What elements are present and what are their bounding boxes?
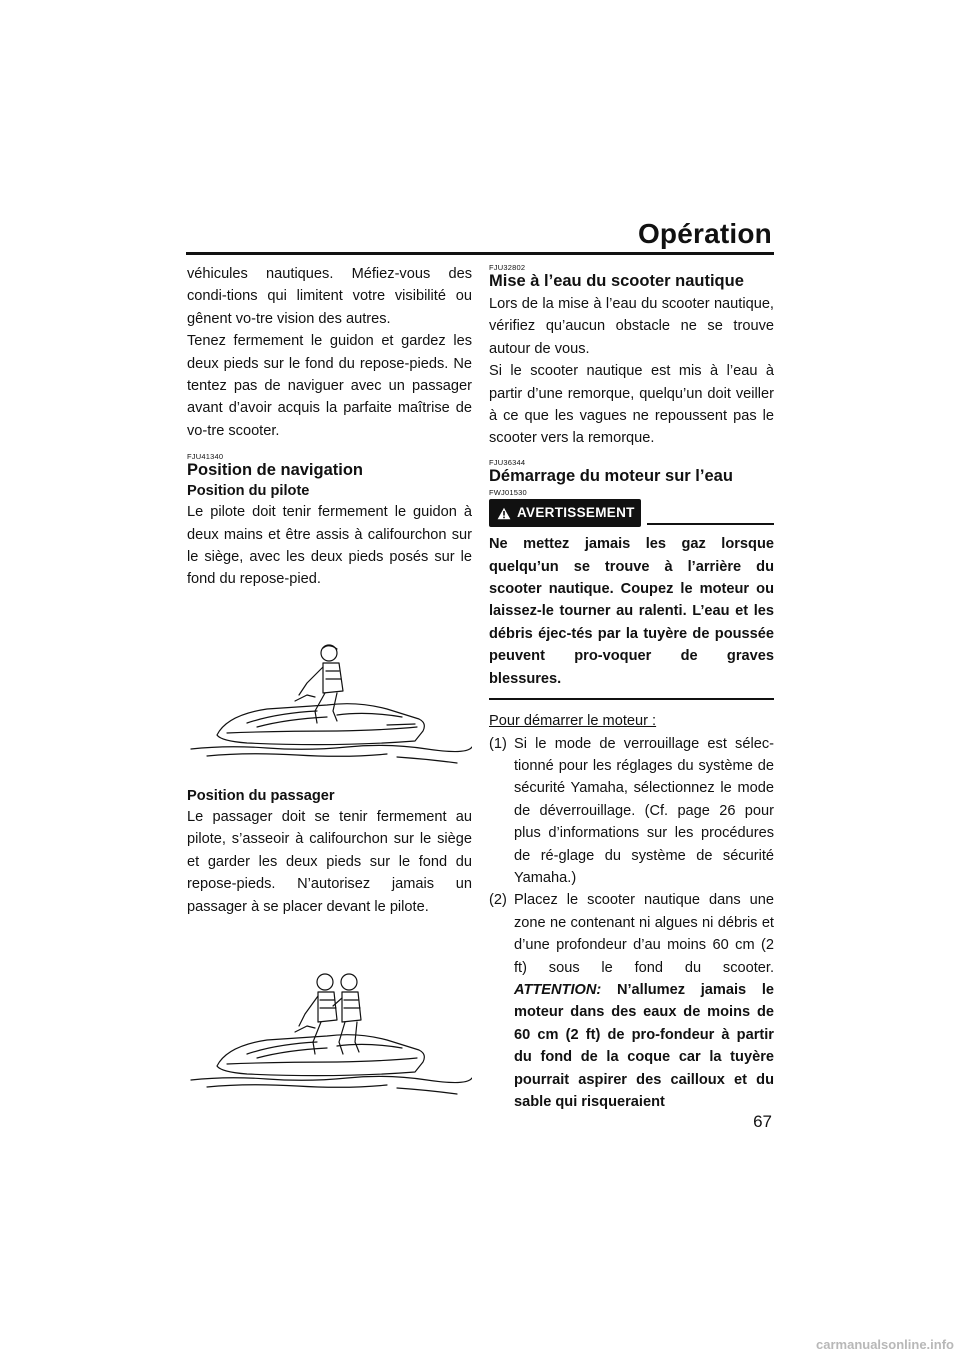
procedure-label: Pour démarrer le moteur : — [489, 713, 657, 730]
procedure-steps — [489, 733, 774, 1114]
attention-text: N’allumez jamais le moteur dans des eaux de moins de 60 cm (2 ft) de pro-fondeur à partir du fond de la coque car la tuyère pourrait aspirer des cailloux et du sable qui risqueraient — [514, 981, 774, 1110]
launch-paragraph: Si le scooter nautique est mis à l’eau à partir d’une remorque, quelqu’un doit veiller à ce que les vagues ne repoussent pas le scooter vers la remorque. — [489, 363, 774, 447]
step-text: Placez le scooter nautique dans une zone ne contenant ni algues ni débris et d’une profondeur d’au moins 60 cm (2 ft) sous le fond du scooter. — [514, 892, 774, 976]
page-title: Opération — [637, 218, 772, 249]
pilot-paragraph: Le pilote doit tenir fermement le guidon à deux mains et être assis à califourchon sur le siège, avec les deux pieds posés sur le fond du repose-pied. — [187, 504, 472, 588]
section-code: FJU32802 — [489, 263, 526, 272]
left-column — [187, 263, 472, 1112]
warning-triangle-icon — [497, 507, 511, 520]
warning-end-rule — [489, 698, 774, 700]
intro-paragraph: Tenez fermement le guidon et gardez les deux pieds sur le fond du repose-pieds. Ne tentez pas de naviguer avec un passager avant d’avoir acquis la parfaite maîtrise de vo-tre scooter. — [187, 333, 472, 439]
list-item — [489, 889, 774, 1113]
subsection-title-passenger: Position du passager — [187, 787, 335, 804]
step-text: Si le mode de verrouillage est sélec-tionné pour les réglages du système de sécurité Yamaha, sélectionnez le mode de déverrouillage. (Cf. page 26 pour plus d’informations sur les procédures de ré-glage du système de sécurité Yamaha.) — [514, 735, 774, 886]
warning-text: Ne mettez jamais les gaz lorsque quelqu’un se trouve à l’arrière du scooter nautique. Coupez le moteur ou laissez-le tourner au ralenti. L’eau et les débris éjec-tés par la tuyère de poussée peuvent pro-voquer de graves blessures. — [489, 536, 774, 687]
section-title-launch: Mise à l’eau du scooter nautique — [489, 272, 744, 290]
attention-label: ATTENTION: — [514, 981, 602, 998]
header-divider — [186, 252, 774, 255]
passenger-paragraph: Le passager doit se tenir fermement au pilote, s’asseoir à califourchon sur le siège et garder les deux pieds sur le fond du repose-pieds. N’autorisez jamais un passager à se placer devant le pilote. — [187, 808, 472, 915]
passenger-illustration — [187, 962, 472, 1112]
intro-paragraph: véhicules nautiques. Méfiez-vous des condi-tions qui limitent votre visibilité ou gênent vo-tre vision des autres. — [187, 266, 472, 327]
jet-ski-rider-illustration — [187, 631, 472, 781]
watermark-link[interactable]: carmanualsonline.info — [816, 1337, 954, 1352]
subsection-title-pilot: Position du pilote — [187, 483, 310, 500]
warning-header — [489, 499, 774, 527]
section-code: FJU36344 — [489, 457, 526, 467]
section-title: Position de navigation — [187, 461, 364, 480]
section-title-start: Démarrage du moteur sur l’eau — [489, 466, 733, 485]
step-number: (1) — [489, 735, 507, 752]
page-number: 67 — [753, 1112, 772, 1131]
list-item — [489, 733, 774, 890]
warning-badge — [489, 499, 641, 527]
warning-label: AVERTISSEMENT — [517, 504, 635, 520]
jet-ski-rider-passenger-illustration — [187, 962, 472, 1112]
warning-code: FWJ01530 — [489, 487, 527, 497]
pilot-illustration — [187, 631, 472, 781]
step-number: (2) — [489, 892, 507, 909]
right-column — [489, 263, 774, 1113]
section-code: FJU41340 — [187, 452, 224, 462]
launch-paragraph: Lors de la mise à l’eau du scooter nautique, vérifiez qu’aucun obstacle ne se trouve autour de vous. — [489, 296, 774, 357]
warning-rule — [647, 523, 774, 525]
